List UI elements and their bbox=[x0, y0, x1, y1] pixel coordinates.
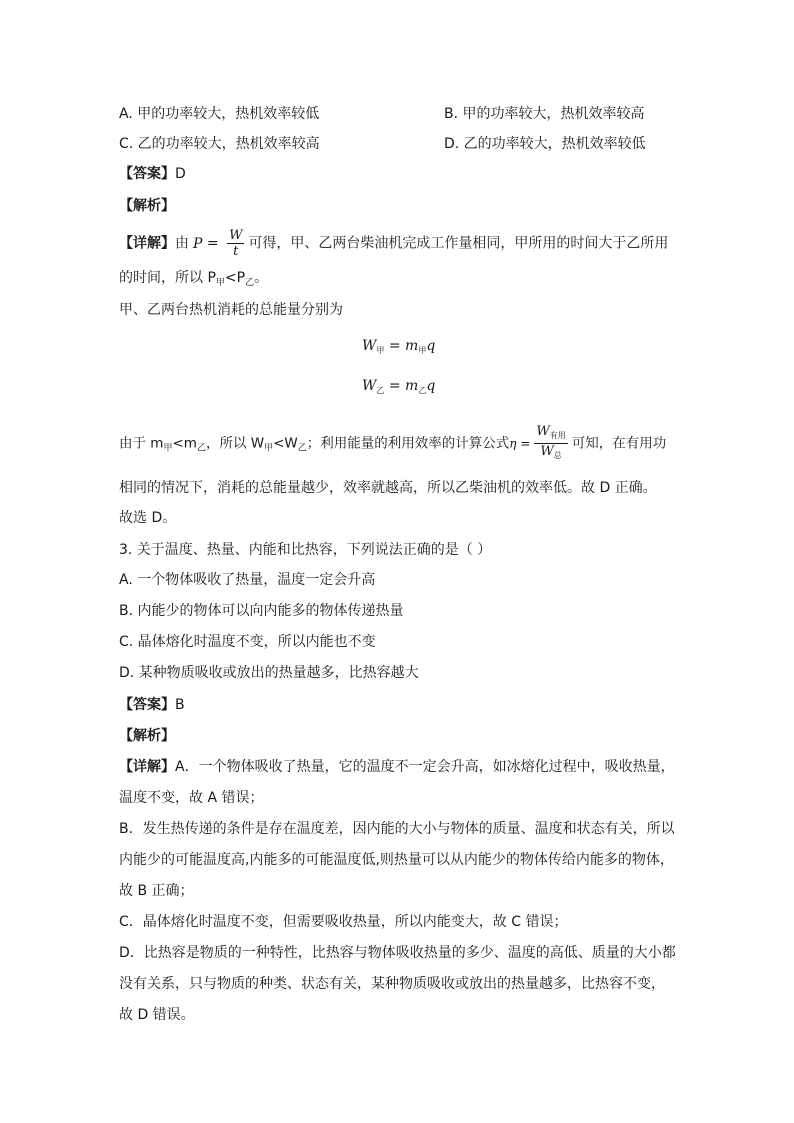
eq-symbol: W bbox=[536, 424, 550, 439]
q3-option-d: D. 某种物质吸收或放出的热量越多，比热容越大 bbox=[119, 665, 419, 681]
q3-detail-line: B．发生热传递的条件是存在温度差，因内能的大小与物体的质量、温度和状态有关，所以 bbox=[119, 821, 675, 837]
subscript: 乙 bbox=[418, 386, 427, 395]
answer-label: 【答案】 bbox=[119, 697, 175, 713]
q3-detail-line: 故 B 正确； bbox=[119, 883, 194, 899]
q3-detail-line bbox=[119, 757, 675, 777]
q3-option-a: A. 一个物体吸收了热量，温度一定会升高 bbox=[119, 572, 376, 588]
detail-label: 【详解】 bbox=[119, 235, 175, 252]
eta-symbol: η = bbox=[509, 436, 531, 451]
eq-symbol: = m bbox=[388, 338, 419, 354]
subscript: 甲 bbox=[264, 443, 274, 454]
detail-label: 【详解】 bbox=[119, 759, 175, 775]
detail-line-2 bbox=[119, 268, 268, 293]
subscript: 乙 bbox=[376, 386, 385, 395]
choose-line: 故选 D。 bbox=[119, 510, 177, 526]
equation-2 bbox=[362, 376, 435, 401]
detail-text: 可得，甲、乙两台柴油机完成工作量相同，甲所用的时间大于乙所用 bbox=[248, 235, 669, 252]
subscript: 乙 bbox=[245, 278, 255, 288]
answer-label: 【答案】 bbox=[119, 166, 175, 182]
answer-value: B bbox=[175, 697, 185, 713]
eq-symbol: W bbox=[362, 378, 377, 394]
detail-text: ；利用能量的利用效率的计算公式 bbox=[306, 435, 510, 452]
eq-symbol: q bbox=[426, 338, 436, 354]
detail-text: 由于 m bbox=[119, 435, 164, 452]
eq-symbol: = m bbox=[388, 378, 419, 394]
question-3-stem: 3. 关于温度、热量、内能和比热容，下列说法正确的是（ ） bbox=[119, 542, 492, 558]
subscript: 乙 bbox=[196, 443, 206, 454]
option-d: D. 乙的功率较大，热机效率较低 bbox=[444, 136, 646, 152]
answer-line bbox=[119, 164, 186, 184]
subscript: 甲 bbox=[418, 346, 427, 355]
q3-detail-line: 温度不变，故 A 错误； bbox=[119, 790, 264, 806]
subscript: 甲 bbox=[376, 346, 385, 355]
option-b: B. 甲的功率较大，热机效率较高 bbox=[444, 106, 645, 122]
option-a: A. 甲的功率较大，热机效率较低 bbox=[119, 106, 320, 122]
fraction-numerator: W bbox=[229, 228, 243, 243]
detail-text: 可知，在有用功 bbox=[571, 435, 667, 452]
efficiency-fraction bbox=[534, 424, 567, 463]
detail-text: <W bbox=[273, 435, 298, 452]
detail-text: 。 bbox=[254, 270, 269, 286]
detail-text: 由 bbox=[175, 235, 189, 252]
fraction-denominator: t bbox=[233, 244, 239, 259]
analysis-label: 【解析】 bbox=[119, 198, 175, 214]
conclusion-line: 相同的情况下，消耗的总能量越少，效率就越高，所以乙柴油机的效率低。故 D 正确。 bbox=[119, 480, 657, 496]
detail-text: 的时间，所以 P bbox=[119, 270, 216, 286]
equation-1 bbox=[362, 336, 435, 361]
q3-option-b: B. 内能少的物体可以向内能多的物体传递热量 bbox=[119, 603, 404, 619]
energy-line: 甲、乙两台热机消耗的总能量分别为 bbox=[119, 302, 343, 318]
subscript: 乙 bbox=[297, 443, 307, 454]
answer-value: D bbox=[175, 166, 186, 182]
subscript: 甲 bbox=[215, 278, 225, 288]
eq-symbol: W bbox=[540, 444, 554, 459]
q3-detail-line: 没有关系，只与物质的种类、状态有关，某种物质吸收或放出的热量越多，比热容不变， bbox=[119, 976, 665, 992]
q3-detail-line: 故 D 错误。 bbox=[119, 1007, 195, 1023]
detail-line-1 bbox=[119, 228, 668, 259]
q3-detail-line: D．比热容是物质的一种特性，比热容与物体吸收热量的多少、温度的高低、质量的大小都 bbox=[119, 945, 676, 961]
q3-detail-line: C．晶体熔化时温度不变，但需要吸收热量，所以内能变大，故 C 错误； bbox=[119, 914, 568, 930]
subscript: 有用 bbox=[549, 431, 566, 440]
formula-eq: = bbox=[206, 235, 219, 252]
detail-text: A．一个物体吸收了热量，它的温度不一定会升高，如冰熔化过程中，吸收热量， bbox=[175, 759, 675, 775]
q3-detail-line: 内能少的可能温度高,内能多的可能温度低,则热量可以从内能少的物体传给内能多的物体， bbox=[119, 852, 674, 868]
fraction-numerator bbox=[534, 424, 567, 444]
detail-text: ，所以 W bbox=[205, 435, 265, 452]
subscript: 甲 bbox=[163, 443, 173, 454]
q3-answer-line bbox=[119, 695, 185, 715]
q3-analysis-label: 【解析】 bbox=[119, 728, 175, 744]
power-fraction bbox=[227, 228, 244, 259]
eq-symbol: q bbox=[426, 378, 436, 394]
formula-p: P bbox=[193, 235, 203, 252]
fraction-denominator bbox=[534, 444, 567, 463]
detail-text: <P bbox=[224, 270, 246, 286]
detail-text: <m bbox=[172, 435, 197, 452]
efficiency-line bbox=[119, 424, 666, 466]
q3-option-c: C. 晶体熔化时温度不变，所以内能也不变 bbox=[119, 634, 376, 650]
option-c: C. 乙的功率较大，热机效率较高 bbox=[119, 136, 320, 152]
subscript: 总 bbox=[553, 451, 562, 460]
eq-symbol: W bbox=[362, 338, 377, 354]
